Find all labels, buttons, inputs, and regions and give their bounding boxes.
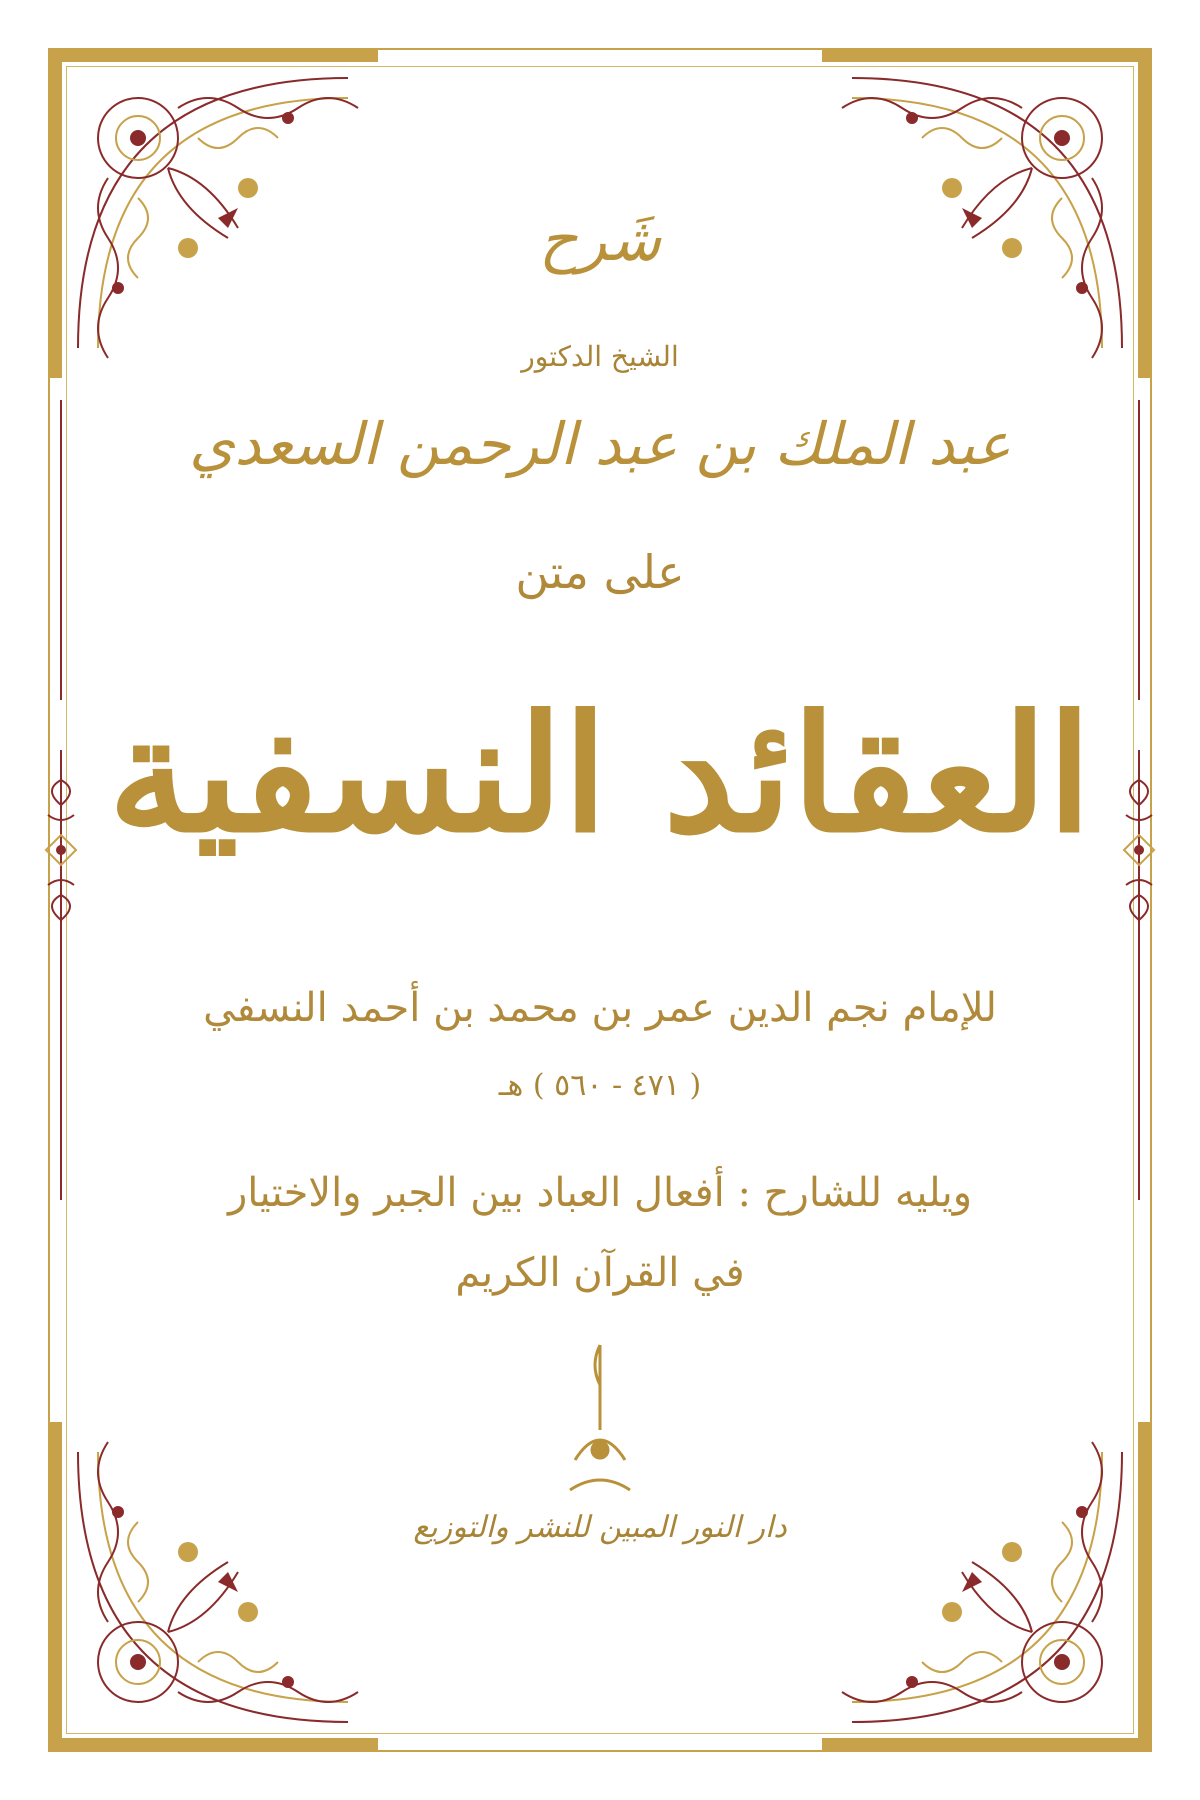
author-name: عبد الملك بن عبد الرحمن السعدي (189, 410, 1011, 478)
sheikh-label: الشيخ الدكتور (521, 340, 679, 373)
book-title: العقائد النسفية (108, 680, 1092, 868)
imam-line: للإمام نجم الدين عمر بن محمد بن أحمد النسفي (203, 985, 997, 1031)
ala-matn-label: على متن (515, 545, 685, 599)
publisher-name: دار النور المبين للنشر والتوزيع (413, 1510, 787, 1545)
corner-ornament-bottom-right-icon (822, 1422, 1152, 1752)
dates-line: ( ٤٧١ - ٥٦٠ ) هـ (498, 1068, 702, 1103)
corner-ornament-bottom-left-icon (48, 1422, 378, 1752)
subtitle-line-2: في القرآن الكريم (455, 1250, 745, 1296)
publisher-logo-icon (560, 1340, 640, 1500)
sharh-heading: شَرح (538, 205, 662, 275)
subtitle-line-1: ويليه للشارح : أفعال العباد بين الجبر والاختيار (227, 1170, 973, 1216)
